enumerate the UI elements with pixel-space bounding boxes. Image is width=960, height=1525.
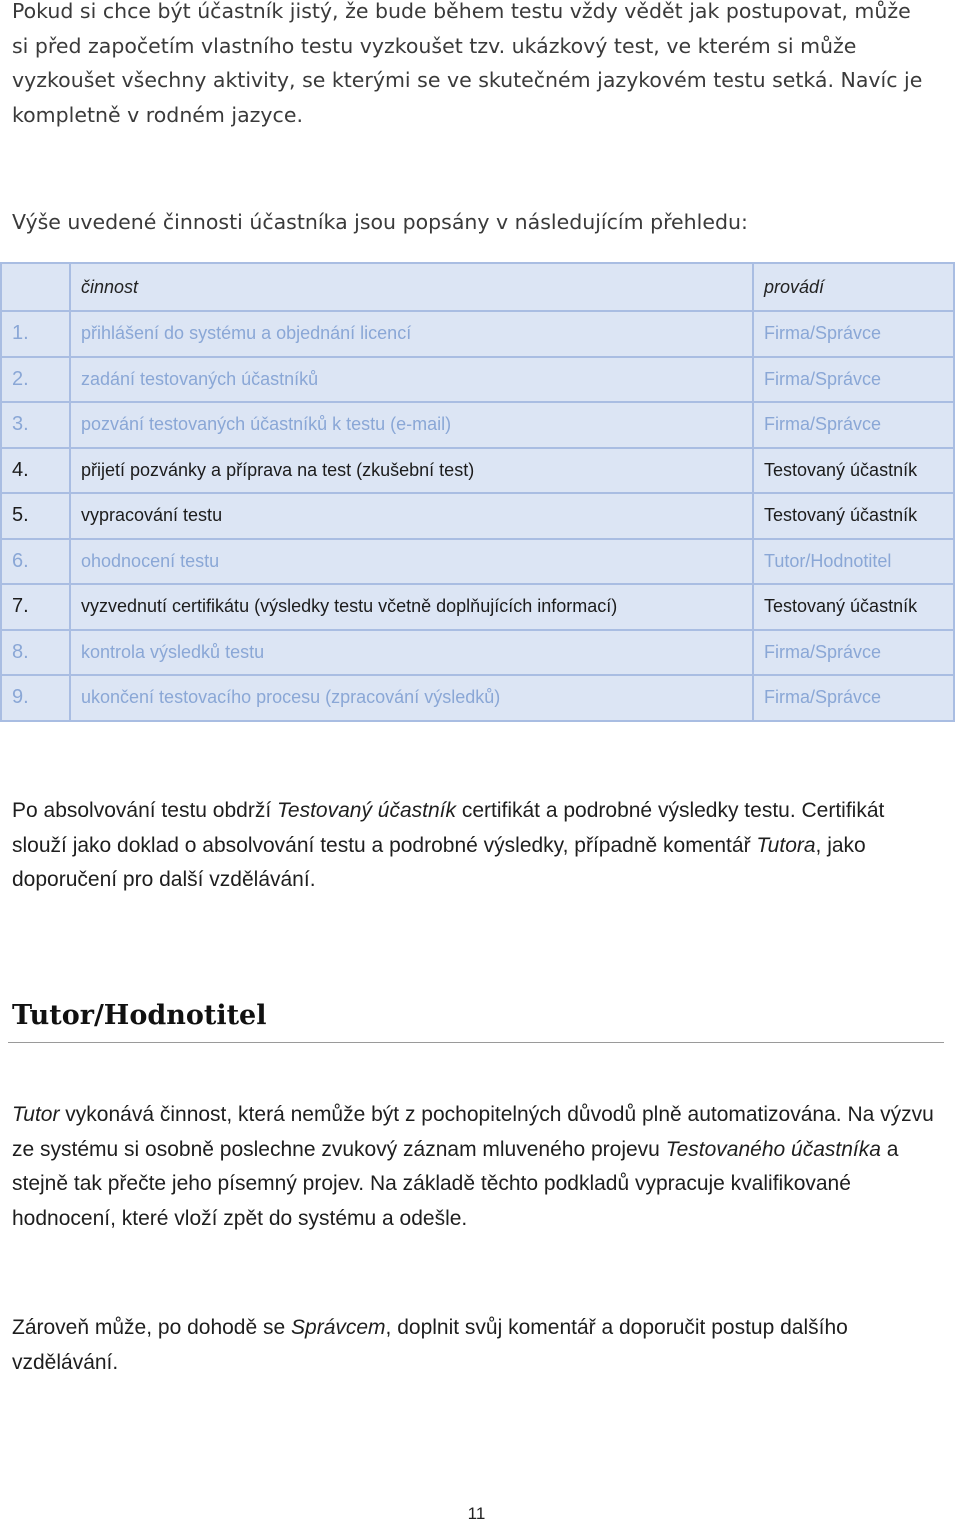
row-performer: Firma/Správce <box>753 357 954 403</box>
row-activity: ohodnocení testu <box>70 539 753 585</box>
row-number: 4. <box>1 448 70 494</box>
row-activity: přihlášení do systému a objednání licencí <box>70 311 753 357</box>
row-performer: Firma/Správce <box>753 630 954 676</box>
page-number: 11 <box>467 1504 486 1523</box>
row-performer: Firma/Správce <box>753 311 954 357</box>
row-number: 3. <box>1 402 70 448</box>
text-run: , doplnit svůj komentář a doporučit postup dalšího vzdělávání. <box>12 1316 848 1374</box>
row-performer: Tutor/Hodnotitel <box>753 539 954 585</box>
row-number: 6. <box>1 539 70 585</box>
role-term: Tutora <box>756 833 816 857</box>
comment-paragraph <box>12 1311 942 1380</box>
certificate-paragraph <box>12 794 942 898</box>
text-run: Po absolvování testu obdrží <box>12 799 277 822</box>
intro-paragraph: Pokud si chce být účastník jistý, že bude během testu vždy vědět jak postupovat, může si před započetím vlastního testu vyzkoušet tzv. ukázkový test, ve kterém si může vyzkoušet všechny aktivity, se kterými se ve skutečném jazykovém testu setká. Navíc je kompletně v rodném jazyce. <box>12 0 923 127</box>
table-row <box>1 539 954 585</box>
table-row <box>1 493 954 539</box>
row-number: 1. <box>1 311 70 357</box>
row-performer: Testovaný účastník <box>753 493 954 539</box>
table-row <box>1 584 954 630</box>
row-performer: Firma/Správce <box>753 402 954 448</box>
row-activity: přijetí pozvánky a příprava na test (zkušební test) <box>70 448 753 494</box>
row-performer: Testovaný účastník <box>753 448 954 494</box>
section-heading: Tutor/Hodnotitel <box>12 1000 267 1031</box>
table-lead-text: Výše uvedené činnosti účastníka jsou popsány v následujícím přehledu: <box>12 210 748 234</box>
row-number: 7. <box>1 584 70 630</box>
role-term: Testovaný účastník <box>277 799 456 822</box>
row-number: 5. <box>1 493 70 539</box>
row-performer: Firma/Správce <box>753 675 954 721</box>
row-activity: pozvání testovaných účastníků k testu (e-mail) <box>70 402 753 448</box>
row-number: 2. <box>1 357 70 403</box>
section-divider <box>8 1042 944 1043</box>
text-run: a stejně tak přečte jeho písemný projev. Na základě těchto podkladů vypracuje kvalifikované hodnocení, které vloží zpět do systému a odešle. <box>12 1137 899 1230</box>
table-header-row <box>1 263 954 311</box>
header-number-cell <box>1 263 70 311</box>
header-performer: provádí <box>753 263 954 311</box>
row-performer: Testovaný účastník <box>753 584 954 630</box>
role-term: Tutor <box>12 1103 60 1126</box>
table-row <box>1 630 954 676</box>
table-row <box>1 311 954 357</box>
table-row <box>1 675 954 721</box>
row-activity: ukončení testovacího procesu (zpracování výsledků) <box>70 675 753 721</box>
row-activity: zadání testovaných účastníků <box>70 357 753 403</box>
row-activity: vyzvednutí certifikátu (výsledky testu včetně doplňujících informací) <box>70 584 753 630</box>
role-term: Testovaného účastníka <box>665 1137 881 1161</box>
text-run: Zároveň může, po dohodě se <box>12 1316 292 1339</box>
role-term: Správcem <box>291 1316 386 1339</box>
table-row <box>1 448 954 494</box>
header-activity: činnost <box>70 263 753 311</box>
activity-overview-table <box>0 262 955 722</box>
text-run: certifikát a podrobné výsledky testu. Certifikát slouží jako doklad o absolvování testu a podrobné výsledky, případně komentář <box>12 799 885 857</box>
table-row <box>1 357 954 403</box>
row-number: 8. <box>1 630 70 676</box>
row-activity: kontrola výsledků testu <box>70 630 753 676</box>
row-number: 9. <box>1 675 70 721</box>
text-run: , jako doporučení pro další vzdělávání. <box>12 833 866 891</box>
text-run: vykonává činnost, která nemůže být z pochopitelných důvodů plně automatizována. Na výzvu ze systému si osobně poslechne zvukový záznam mluveného projevu <box>12 1103 934 1161</box>
row-activity: vypracování testu <box>70 493 753 539</box>
table-row <box>1 402 954 448</box>
tutor-paragraph <box>12 1098 942 1236</box>
